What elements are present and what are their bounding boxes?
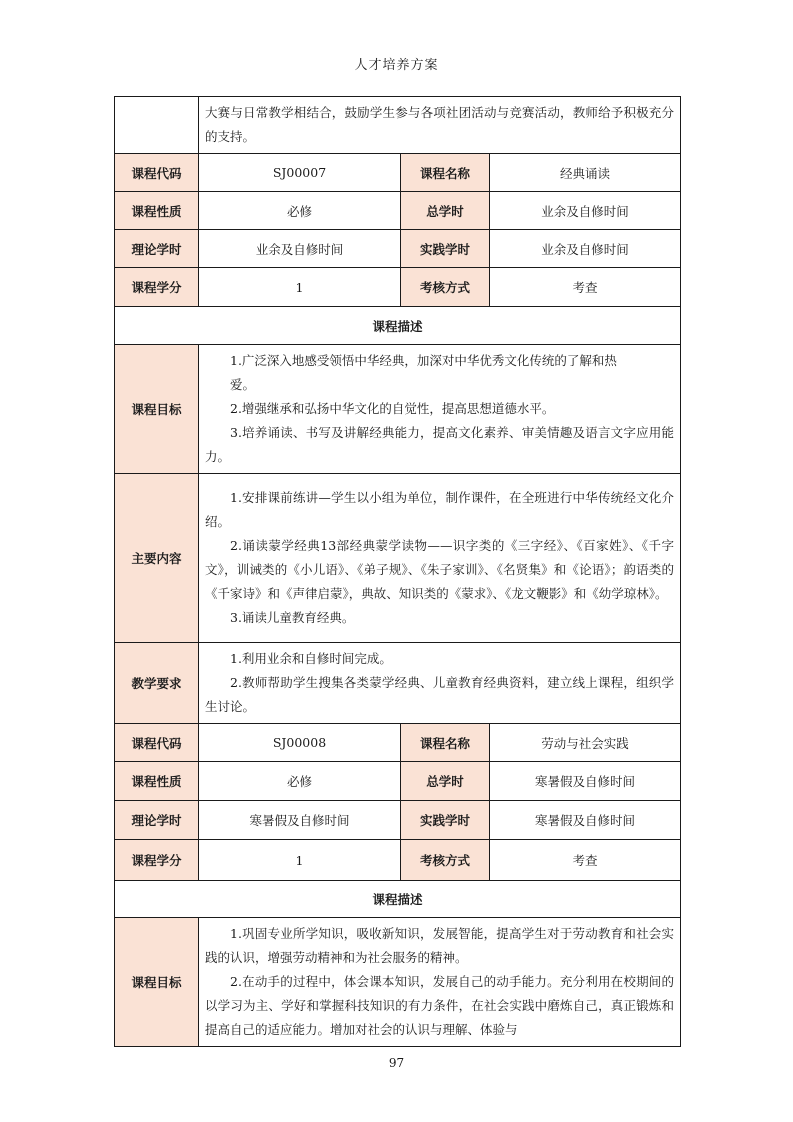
course2-credit: 1 bbox=[199, 840, 401, 881]
course1-theory-row bbox=[115, 230, 681, 268]
course2-nature-row bbox=[115, 762, 681, 801]
credit-label: 课程学分 bbox=[115, 268, 199, 307]
course1-credit: 1 bbox=[199, 268, 401, 307]
content-item: 2.诵读蒙学经典13部经典蒙学读物——识字类的《三字经》、《百家姓》、《千字文》，训诫类的《小儿语》、《弟子规》、《朱子家训》、《名贤集》和《论语》；韵语类的《千家诗》和《声律启蒙》，典故、知识类的《蒙求》、《龙文鞭影》和《幼学琼林》。 bbox=[205, 538, 674, 601]
course1-total-hours: 业余及自修时间 bbox=[490, 192, 681, 230]
continuation-text bbox=[199, 97, 681, 154]
goal-label: 课程目标 bbox=[115, 345, 199, 474]
course1-code-row bbox=[115, 154, 681, 192]
course2-name: 劳动与社会实践 bbox=[490, 724, 681, 762]
course2-goal-row bbox=[115, 918, 681, 1047]
course2-code-row bbox=[115, 724, 681, 762]
course2-nature: 必修 bbox=[199, 762, 401, 801]
credit-label: 课程学分 bbox=[115, 840, 199, 881]
continuation-paragraph: 大赛与日常教学相结合，鼓励学生参与各项社团活动与竞赛活动，教师给予积极充分的支持。 bbox=[205, 105, 674, 144]
course1-requirements bbox=[199, 643, 681, 724]
requirement-item: 2.教师帮助学生搜集各类蒙学经典、儿童教育经典资料，建立线上课程，组织学生讨论。 bbox=[205, 675, 674, 714]
total-hours-label: 总学时 bbox=[401, 192, 490, 230]
requirement-item: 1.利用业余和自修时间完成。 bbox=[230, 651, 392, 666]
theory-hours-label: 理论学时 bbox=[115, 230, 199, 268]
course2-goals bbox=[199, 918, 681, 1047]
practice-hours-label: 实践学时 bbox=[401, 801, 490, 840]
course1-credit-row bbox=[115, 268, 681, 307]
content-item: 3.诵读儿童教育经典。 bbox=[230, 610, 355, 625]
name-label: 课程名称 bbox=[401, 724, 490, 762]
course1-code: SJ00007 bbox=[199, 154, 401, 192]
assessment-label: 考核方式 bbox=[401, 840, 490, 881]
requirement-label: 教学要求 bbox=[115, 643, 199, 724]
page-header: 人才培养方案 bbox=[354, 58, 439, 73]
course2-total-hours: 寒暑假及自修时间 bbox=[490, 762, 681, 801]
course2-theory-row bbox=[115, 801, 681, 840]
practice-hours-label: 实践学时 bbox=[401, 230, 490, 268]
course2-description-row bbox=[115, 881, 681, 918]
course2-theory-hours: 寒暑假及自修时间 bbox=[199, 801, 401, 840]
goal-item: 3.培养诵读、书写及讲解经典能力，提高文化素养、审美情趣及语言文字应用能力。 bbox=[205, 425, 674, 464]
content-item: 1.安排课前练讲—学生以小组为单位，制作课件，在全班进行中华传统经文化介绍。 bbox=[205, 490, 674, 529]
goal-item: 1.广泛深入地感受领悟中华经典，加深对中华优秀文化传统的了解和热 bbox=[230, 353, 617, 368]
description-heading: 课程描述 bbox=[115, 881, 681, 918]
course2-practice-hours: 寒暑假及自修时间 bbox=[490, 801, 681, 840]
course1-practice-hours: 业余及自修时间 bbox=[490, 230, 681, 268]
content-label: 主要内容 bbox=[115, 474, 199, 643]
continuation-row bbox=[115, 97, 681, 154]
total-hours-label: 总学时 bbox=[401, 762, 490, 801]
course1-theory-hours: 业余及自修时间 bbox=[199, 230, 401, 268]
name-label: 课程名称 bbox=[401, 154, 490, 192]
course1-contents bbox=[199, 474, 681, 643]
course-table bbox=[114, 96, 681, 1047]
nature-label: 课程性质 bbox=[115, 192, 199, 230]
goal-item: 1.巩固专业所学知识，吸收新知识，发展智能，提高学生对于劳动教育和社会实践的认识，增强劳动精神和为社会服务的精神。 bbox=[205, 926, 674, 965]
course1-goals bbox=[199, 345, 681, 474]
course1-assessment: 考查 bbox=[490, 268, 681, 307]
course1-nature: 必修 bbox=[199, 192, 401, 230]
course1-requirement-row bbox=[115, 643, 681, 724]
page-number: 97 bbox=[388, 1056, 405, 1070]
assessment-label: 考核方式 bbox=[401, 268, 490, 307]
goal-item: 爱。 bbox=[230, 377, 256, 392]
course2-assessment: 考查 bbox=[490, 840, 681, 881]
theory-hours-label: 理论学时 bbox=[115, 801, 199, 840]
goal-item: 2.增强继承和弘扬中华文化的自觉性，提高思想道德水平。 bbox=[230, 401, 555, 416]
course1-nature-row bbox=[115, 192, 681, 230]
goal-item: 2.在动手的过程中，体会课本知识，发展自己的动手能力。充分利用在校期间的以学习为主、学好和掌握科技知识的有力条件，在社会实践中磨炼自己，真正锻炼和提高自己的适应能力。增加对社会的认识与理解、体验与 bbox=[205, 974, 674, 1037]
course1-name: 经典诵读 bbox=[490, 154, 681, 192]
course1-content-row bbox=[115, 474, 681, 643]
code-label: 课程代码 bbox=[115, 154, 199, 192]
empty-label-cell bbox=[115, 97, 199, 154]
course2-credit-row bbox=[115, 840, 681, 881]
description-heading: 课程描述 bbox=[115, 307, 681, 345]
course1-description-row bbox=[115, 307, 681, 345]
course2-code: SJ00008 bbox=[199, 724, 401, 762]
goal-label: 课程目标 bbox=[115, 918, 199, 1047]
code-label: 课程代码 bbox=[115, 724, 199, 762]
nature-label: 课程性质 bbox=[115, 762, 199, 801]
course1-goal-row bbox=[115, 345, 681, 474]
